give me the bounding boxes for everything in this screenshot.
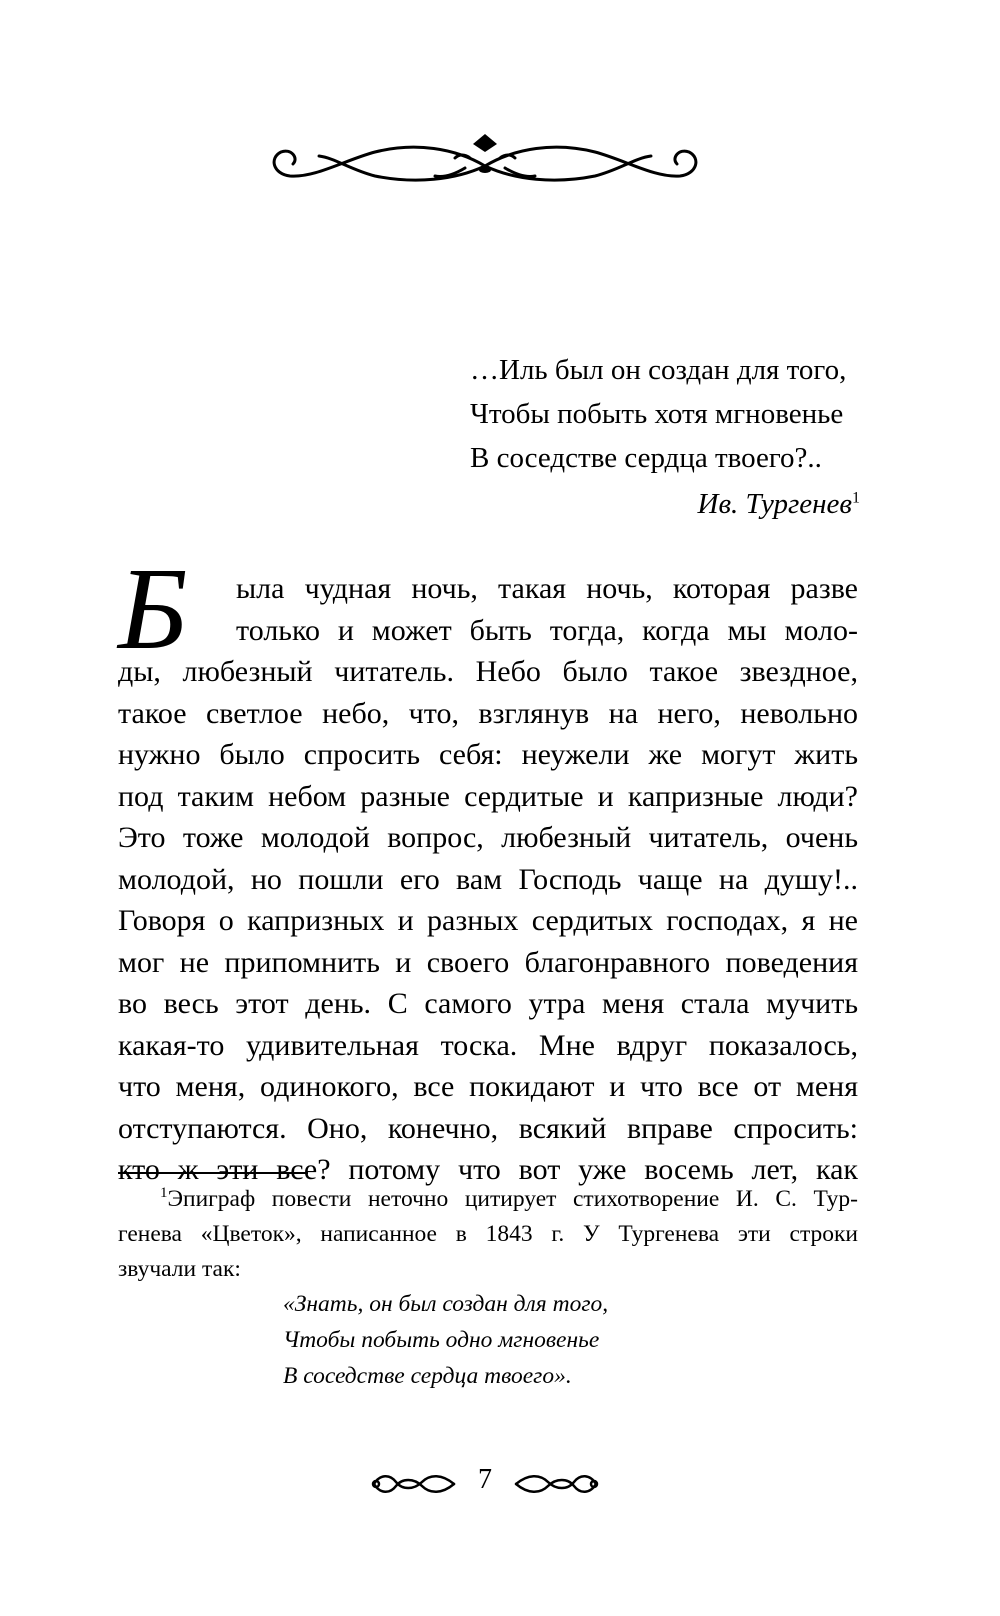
footnote-divider — [118, 1172, 308, 1174]
body-line: мог не припомнить и своего благонравного поведения — [118, 945, 858, 979]
footer-left-flourish-icon — [370, 1468, 458, 1498]
epigraph-author-name: Ив. Тургенев — [697, 488, 852, 520]
body-line: под таким небом разные сердитые и капризные люди? — [118, 779, 858, 813]
footnote-quote-line: «Знать, он был создан для того, — [283, 1291, 609, 1317]
footnote-quote — [283, 1286, 783, 1394]
epigraph-author — [470, 482, 860, 526]
body-line: молодой, но пошли его вам Господь чаще на душу!.. — [118, 862, 858, 896]
body-line: ыла чудная ночь, такая ночь, которая разве — [236, 572, 858, 605]
footnote-reference: 1 — [852, 489, 860, 507]
body-line: ды, любезный читатель. Небо было такое звездное, — [118, 655, 858, 688]
drop-cap: Б — [118, 543, 188, 674]
footnote-marker: 1 — [160, 1185, 168, 1202]
body-line: нужно было спросить себя: неужели же могут жить — [118, 738, 858, 771]
footnote-line: звучали так: — [118, 1256, 241, 1282]
body-text — [118, 651, 858, 1191]
body-line: только и может быть тогда, когда мы моло- — [236, 613, 858, 647]
body-line: кто ж эти все? потому что вот уже восемь лет, как — [118, 1153, 858, 1186]
body-line: Это тоже молодой вопрос, любезный читатель, очень — [118, 821, 858, 854]
body-line: во весь этот день. С самого утра меня стала мучить — [118, 987, 858, 1020]
page-number: 7 — [478, 1464, 492, 1495]
footnote-line — [118, 1182, 858, 1217]
body-line: какая-то удивительная тоска. Мне вдруг показалось, — [118, 1028, 858, 1062]
footnote-line-text: Эпиграф повести неточно цитирует стихотворение И. С. Тур- — [167, 1186, 858, 1212]
body-line: такое светлое небо, что, взглянув на него, невольно — [118, 696, 858, 730]
body-line: отступаются. Оно, конечно, всякий вправе спросить: — [118, 1111, 858, 1145]
body-line: Говоря о капризных и разных сердитых господах, я не — [118, 904, 858, 937]
body-first-lines — [236, 568, 858, 651]
footnote-quote-line: Чтобы побыть одно мгновенье — [283, 1327, 600, 1353]
footnote-quote-line: В соседстве сердца твоего». — [283, 1363, 572, 1389]
epigraph-line: …Иль был он создан для того, — [470, 354, 847, 386]
footnote — [118, 1182, 858, 1287]
epigraph-line: Чтобы побыть хотя мгновенье — [470, 398, 844, 430]
drop-cap-container — [118, 543, 218, 674]
body-line: что меня, одинокого, все покидают и что все от меня — [118, 1070, 858, 1103]
epigraph-line: В соседстве сердца твоего?.. — [470, 442, 822, 474]
footer-right-flourish-icon — [512, 1468, 600, 1498]
footnote-line: генева «Цветок», написанное в 1843 г. У Тургенева эти строки — [118, 1221, 858, 1247]
epigraph — [470, 348, 860, 526]
top-flourish-ornament-icon — [265, 128, 705, 194]
